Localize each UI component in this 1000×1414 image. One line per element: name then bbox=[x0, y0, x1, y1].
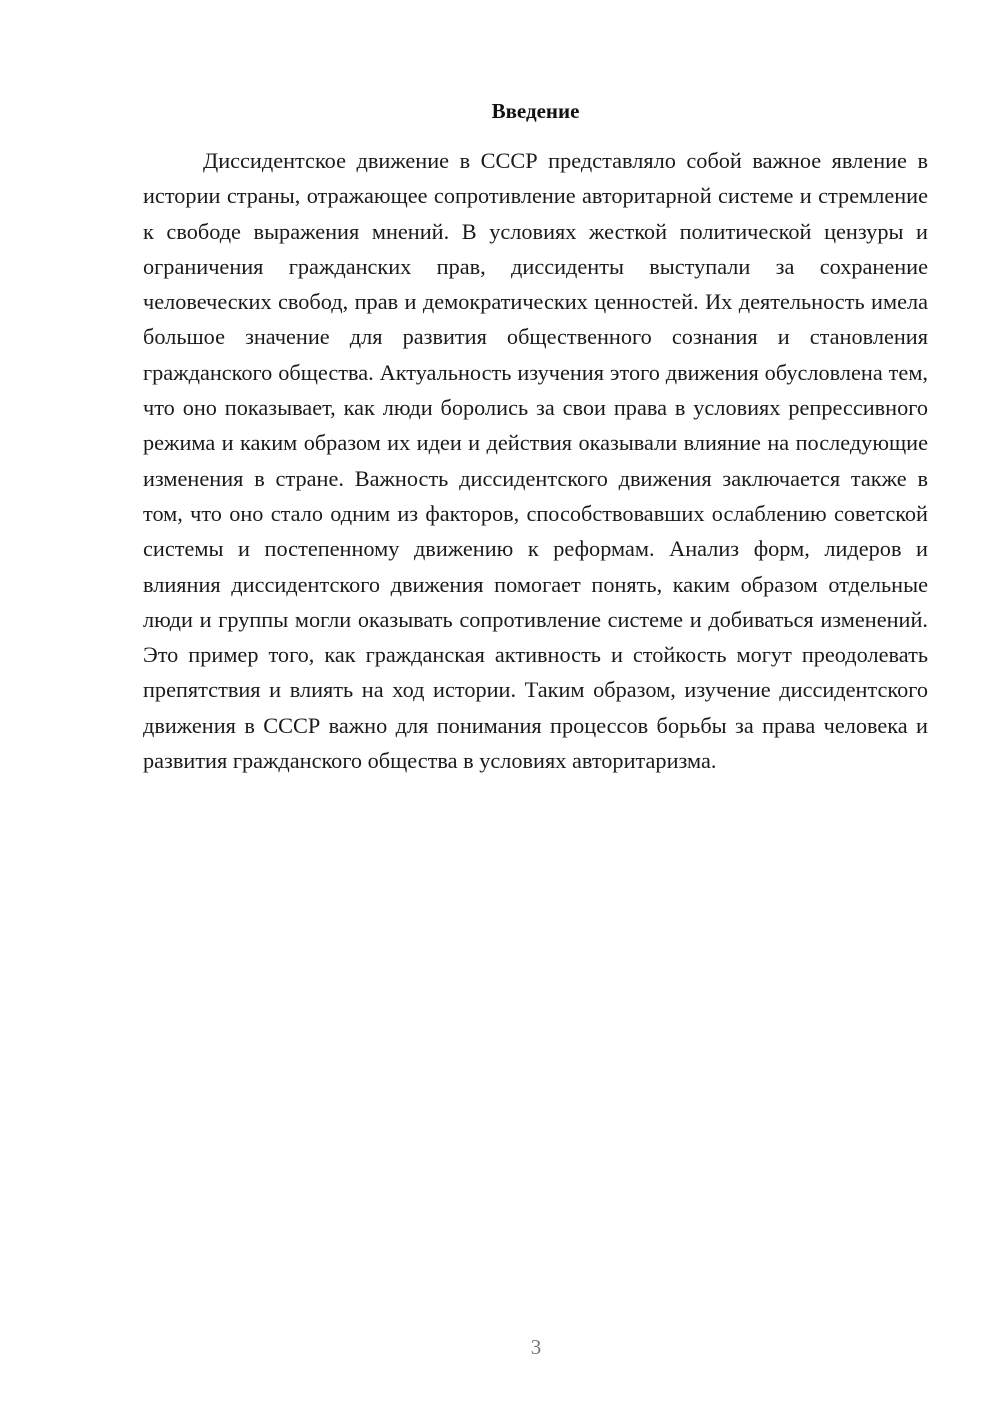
section-heading: Введение bbox=[491, 99, 580, 123]
body-paragraph: Диссидентское движение в СССР представляло собой важное явление в истории страны, отражающее сопротивление авторитарной системе и стремление к свободе выражения мнений. В условиях жесткой политической цензуры и ограничения гражданских прав, диссиденты выступали за сохранение человеческих свобод, прав и демократических ценностей. Их деятельность имела большое значение для развития общественного сознания и становления гражданского общества. Актуальность изучения этого движения обусловлена тем, что оно показывает, как люди боролись за свои права в условиях репрессивного режима и каким образом их идеи и действия оказывали влияние на последующие изменения в стране. Важность диссидентского движения заключается также в том, что оно стало одним из факторов, способствовавших ослаблению советской системы и постепенному движению к реформам. Анализ форм, лидеров и влияния диссидентского движения помогает понять, каким образом отдельные люди и группы могли оказывать сопротивление системе и добиваться изменений. Это пример того, как гражданская активность и стойкость могут преодолевать препятствия и влиять на ход истории. Таким образом, изучение диссидентского движения в СССР важно для понимания процессов борьбы за права человека и развития гражданского общества в условиях авторитаризма. bbox=[143, 148, 928, 774]
page-number: 3 bbox=[530, 1335, 542, 1359]
